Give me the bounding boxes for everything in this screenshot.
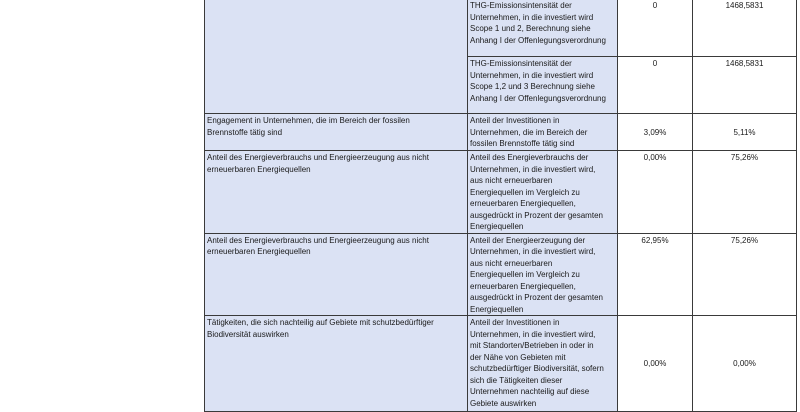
indicator-cell: Anteil des Energieverbrauchs und Energieerzeugung aus nicht erneuerbaren Energiequellen [205, 233, 468, 316]
metric-cell: Anteil der Investitionen in Unternehmen, in die investiert wird, mit Standorten/Betrieben in oder in der Nähe von Gebieten mit schutzbedürftiger Biodiversität, sofern sich die Tätigkeiten dieser Unternehmen nachteilig auf diese Gebiete auswirken [468, 316, 618, 412]
metric-cell: Anteil der Energieerzeugung der Unternehmen, in die investiert wird, aus nicht erneuerbaren Energiequellen im Vergleich zu erneuerbaren Energiequellen, ausgedrückt in Prozent der gesamten Energiequellen [468, 233, 618, 316]
table-row [205, 0, 797, 57]
value-current-cell: 62,95% [618, 233, 693, 316]
value-current-cell: 0,00% [618, 316, 693, 412]
metric-cell: THG-Emissionsintensität der Unternehmen, in die investiert wird Scope 1,2 und 3 Berechnung siehe Anhang I der Offenlegungsverordnung [468, 57, 618, 114]
value-current-cell: 0 [618, 0, 693, 57]
value-current-cell: 0 [618, 57, 693, 114]
value-current-cell: 0,00% [618, 151, 693, 234]
value-previous-cell: 75,26% [693, 151, 797, 234]
metric-cell: Anteil des Energieverbrauchs der Unternehmen, in die investiert wird, aus nicht erneuerbaren Energiequellen im Vergleich zu erneuerbaren Energiequellen, ausgedrückt in Prozent der gesamten Energiequellen [468, 151, 618, 234]
indicator-cell: Anteil des Energieverbrauchs und Energieerzeugung aus nicht erneuerbaren Energiequellen [205, 151, 468, 234]
value-previous-cell: 1468,5831 [693, 0, 797, 57]
value-previous-cell: 5,11% [693, 114, 797, 151]
indicator-cell [205, 0, 468, 114]
pai-indicator-table [204, 0, 797, 412]
metric-cell: Anteil der Investitionen in Unternehmen, die im Bereich der fossilen Brennstoffe tätig sind [468, 114, 618, 151]
value-previous-cell: 75,26% [693, 233, 797, 316]
table-row [205, 114, 797, 151]
table-row [205, 151, 797, 234]
metric-cell: THG-Emissionsintensität der Unternehmen, in die investiert wird Scope 1 und 2, Berechnung siehe Anhang I der Offenlegungsverordnung [468, 0, 618, 57]
table-row [205, 233, 797, 316]
table-row [205, 316, 797, 412]
indicator-cell: Engagement in Unternehmen, die im Bereich der fossilen Brennstoffe tätig sind [205, 114, 468, 151]
value-previous-cell: 1468,5831 [693, 57, 797, 114]
indicator-cell: Tätigkeiten, die sich nachteilig auf Gebiete mit schutzbedürftiger Biodiversität auswirken [205, 316, 468, 412]
value-current-cell: 3,09% [618, 114, 693, 151]
value-previous-cell: 0,00% [693, 316, 797, 412]
